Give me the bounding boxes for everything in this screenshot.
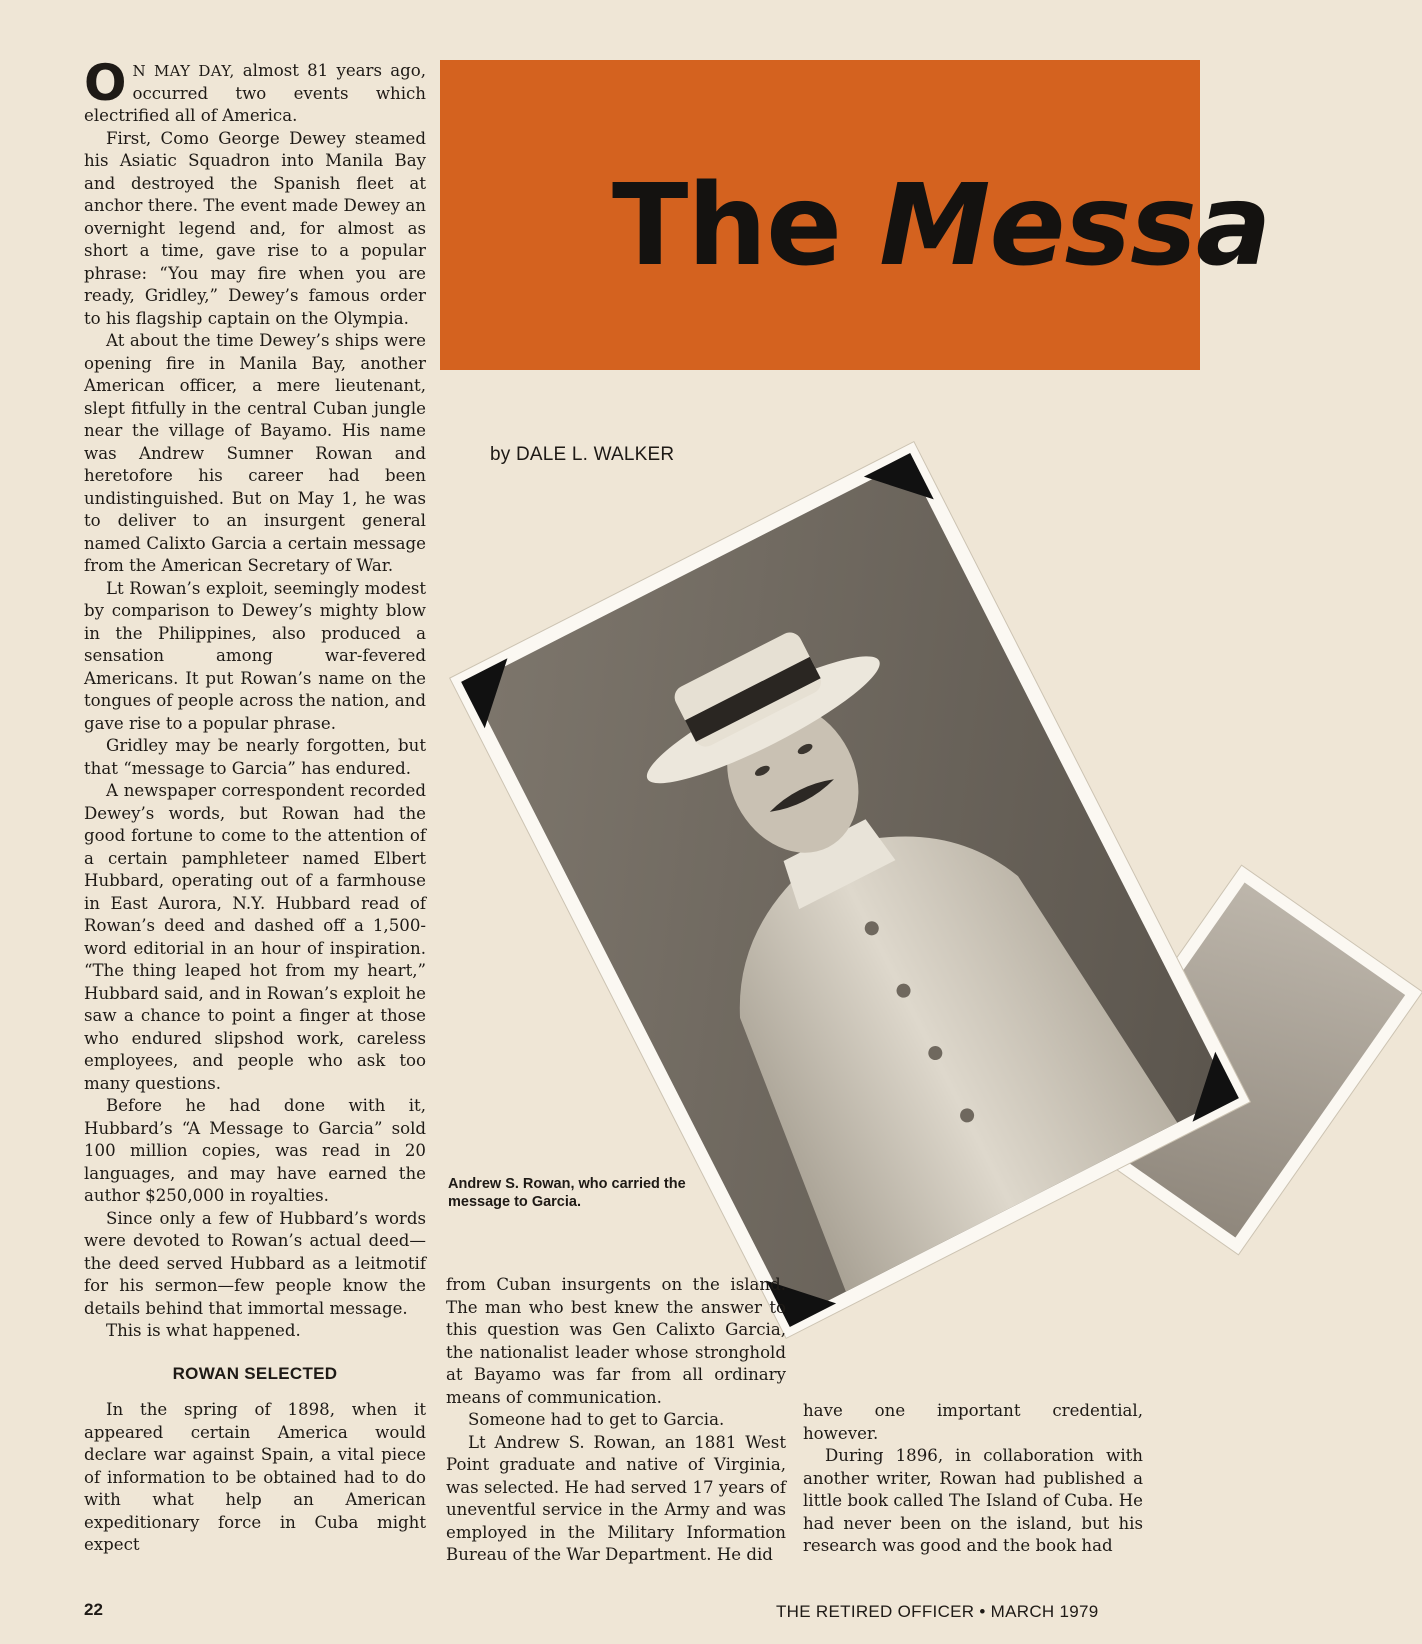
body-paragraph: In the spring of 1898, when it appeared certain America would declare war against Spain, a vital piece of information to be obtained had to do with what help an American expeditionary force in Cuba might expect bbox=[84, 1400, 426, 1554]
title-part-1: The bbox=[612, 161, 880, 291]
body-paragraph: Lt Andrew S. Rowan, an 1881 West Point graduate and native of Virginia, was selected. He had served 17 years of uneventful service in the Army and was employed in the Military Information Bureau of the War Department. He did bbox=[446, 1432, 786, 1564]
lead-text: almost 81 years ago, occurred two events which electrified all of America. bbox=[84, 61, 427, 125]
page-number: 22 bbox=[84, 1600, 103, 1619]
body-paragraph: from Cuban insurgents on the island. The man who best knew the answer to this question was Gen Calixto Garcia, the nationalist leader whose stronghold at Bayamo was far from all ordinary means of communication. bbox=[446, 1275, 786, 1407]
body-paragraph: This is what happened. bbox=[106, 1321, 301, 1340]
body-paragraph: At about the time Dewey’s ships were opening fire in Manila Bay, another American officer, a mere lieutenant, slept fitfully in the central Cuban jungle near the village of Bayamo. His name was Andrew Sumner Rowan and heretofore his career had been undistinguished. But on May 1, he was to deliver to an insurgent general named Calixto Garcia a certain message from the American Secretary of War. bbox=[84, 331, 426, 575]
photo-caption: Andrew S. Rowan, who carried the message to Garcia. bbox=[448, 1176, 686, 1210]
middle-column bbox=[446, 1274, 786, 1567]
title-part-2: Messa bbox=[879, 161, 1271, 291]
body-paragraph: Someone had to get to Garcia. bbox=[468, 1410, 725, 1429]
lead-caps: N MAY DAY, bbox=[132, 62, 235, 80]
body-paragraph: Since only a few of Hubbard’s words were devoted to Rowan’s actual deed—the deed served Hubbard as a leitmotif for his sermon—few people know the details behind that immortal message. bbox=[84, 1208, 426, 1318]
body-paragraph: Before he had done with it, Hubbard’s “A Message to Garcia” sold 100 million copies, was read in 20 languages, and may have earned the author $250,000 in royalties. bbox=[84, 1096, 426, 1205]
body-paragraph: During 1896, in collaboration with another writer, Rowan had published a little book called The Island of Cuba. He had never been on the island, but his research was good and the book had bbox=[803, 1446, 1143, 1555]
article-title bbox=[612, 161, 1271, 291]
body-paragraph: First, Como George Dewey steamed his Asiatic Squadron into Manila Bay and destroyed the Spanish fleet at anchor there. The event made Dewey an overnight legend and, for almost as short a time, gave rise to a popular phrase: “You may fire when you are ready, Gridley,” Dewey’s famous order to his flagship captain on the Olympia. bbox=[84, 128, 426, 328]
drop-cap: O bbox=[84, 54, 127, 112]
right-column bbox=[803, 1400, 1143, 1558]
left-column bbox=[84, 54, 427, 1557]
section-subhead: ROWAN SELECTED bbox=[172, 1363, 338, 1383]
body-paragraph: Gridley may be nearly forgotten, but that “message to Garcia” has endured. bbox=[84, 736, 426, 778]
body-paragraph: have one important credential, however. bbox=[803, 1401, 1143, 1443]
running-head: THE RETIRED OFFICER • MARCH 1979 bbox=[776, 1602, 1099, 1621]
body-paragraph: A newspaper correspondent recorded Dewey’s words, but Rowan had the good fortune to come to the attention of a certain pamphleteer named Elbert Hubbard, operating out of a farmhouse in East Aurora, N.Y. Hubbard read of Rowan’s deed and dashed off a 1,500-word editorial in an hour of inspiration. “The thing leaped hot from my heart,” Hubbard said, and in Rowan’s exploit he saw a chance to point a finger at those who endured slipshod work, careless employees, and people who ask too many questions. bbox=[84, 781, 426, 1093]
lead-paragraph bbox=[84, 54, 427, 128]
byline: by DALE L. WALKER bbox=[490, 444, 675, 465]
body-paragraph: Lt Rowan’s exploit, seemingly modest by comparison to Dewey’s mighty blow in the Philippines, also produced a sensation among war-fevered Americans. It put Rowan’s name on the tongues of people across the nation, and gave rise to a popular phrase. bbox=[84, 578, 426, 733]
